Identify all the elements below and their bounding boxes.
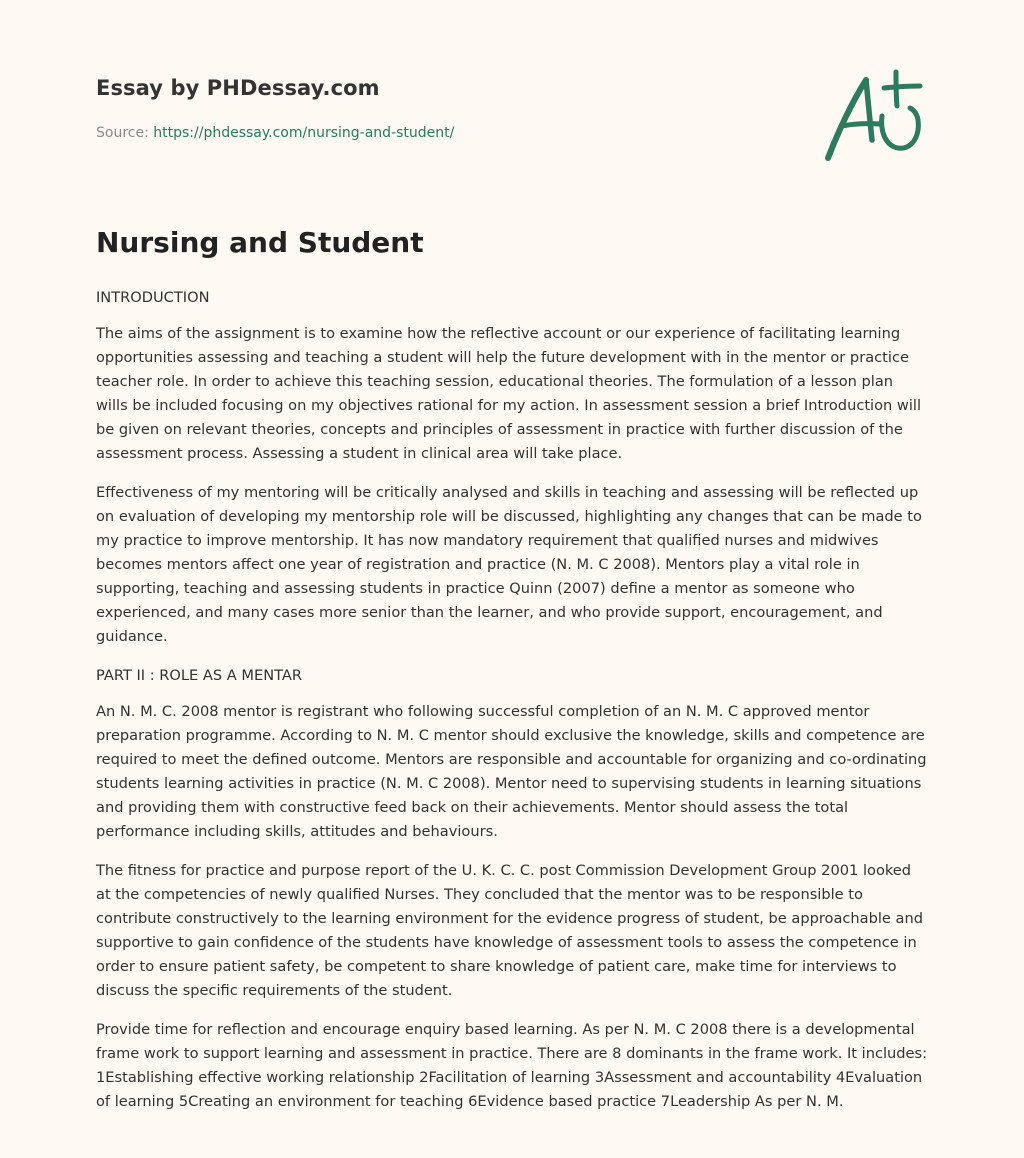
a-plus-logo-icon: [820, 66, 928, 166]
essay-title: Nursing and Student: [96, 226, 424, 259]
essay-page: [96, 0, 928, 1110]
source-link[interactable]: https://phdessay.com/nursing-and-student/: [153, 125, 455, 141]
page-header: [96, 0, 928, 200]
essay-body: [96, 286, 928, 1129]
paragraph: Provide time for reflection and encourage enquiry based learning. As per N. M. C 2008 there is a developmental frame work to support learning and assessment in practice. There are 8 dominants in the frame work. It includes: 1Establishing effective working relationship 2Facilitation of learning 3Assessment and accountability 4Evaluation of learning 5Creating an environment for teaching 6Evidence based practice 7Leadership As per N. M.: [96, 1021, 928, 1110]
paragraph: The aims of the assignment is to examine how the reflective account or our experience of facilitating learning opportunities assessing and teaching a student will help the future development with in the mentor or practice teacher role. In order to achieve this teaching session, educational theories. The formulation of a lesson plan wills be included focusing on my objectives rational for my action. In assessment session a brief Introduction will be given on relevant theories, concepts and principles of assessment in practice with further discussion of the assessment process. Assessing a student in clinical area will take place.: [96, 325, 922, 462]
paragraph: Effectiveness of my mentoring will be critically analysed and skills in teaching and assessing will be reflected up on evaluation of developing my mentorship role will be discussed, highlighting any changes that can be made to my practice to improve mentorship. It has now mandatory requirement that qualified nurses and midwives becomes mentors affect one year of registration and practice (N. M. C 2008). Mentors play a vital role in supporting, teaching and assessing students in practice Quinn (2007) define a mentor as someone who experienced, and many cases more senior than the learner, and who provide support, encouragement, and guidance.: [96, 484, 922, 645]
section-heading: INTRODUCTION: [96, 289, 210, 306]
section-heading: PART II : ROLE AS A MENTAR: [96, 667, 303, 684]
source-line: [96, 125, 454, 141]
source-label: Source:: [96, 125, 149, 141]
paragraph: An N. M. C. 2008 mentor is registrant who following successful completion of an N. M. C approved mentor preparation programme. According to N. M. C mentor should exclusive the knowledge, skills and competence are required to meet the defined outcome. Mentors are responsible and accountable for organizing and co-ordinating students learning activities in practice (N. M. C 2008). Mentor need to supervising students in learning situations and providing them with constructive feed back on their achievements. Mentor should assess the total performance including skills, attitudes and behaviours.: [96, 703, 927, 840]
paragraph: The fitness for practice and purpose report of the U. K. C. C. post Commission Development Group 2001 looked at the competencies of newly qualified Nurses. They concluded that the mentor was to be responsible to contribute constructively to the learning environment for the evidence progress of student, be approachable and supportive to gain confidence of the students have knowledge of assessment tools to assess the competence in order to ensure patient safety, be competent to share knowledge of patient care, make time for interviews to discuss the specific requirements of the student.: [96, 862, 924, 999]
site-title: Essay by PHDessay.com: [96, 76, 380, 100]
